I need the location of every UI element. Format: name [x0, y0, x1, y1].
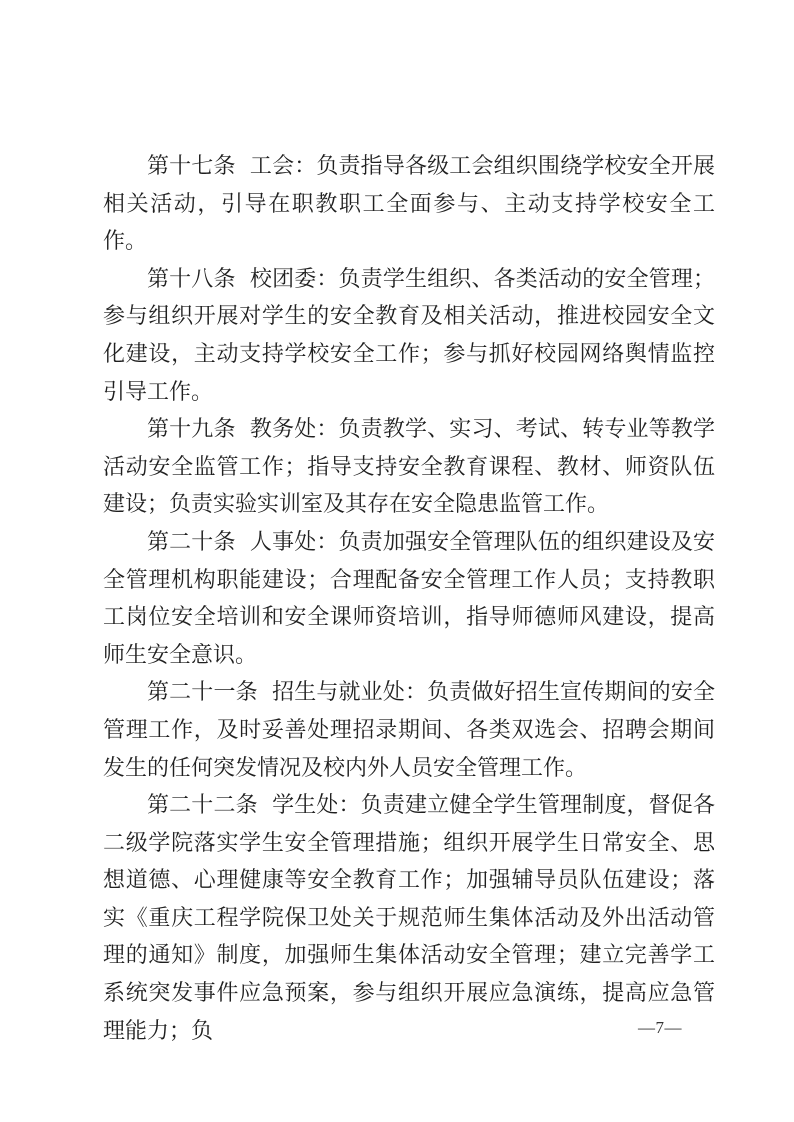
- article-text: 校团委：负责学生组织、各类活动的安全管理；参与组织开展对学生的安全教育及相关活动，推进校园安全文化建设，主动支持学校安全工作；参与抓好校园网络舆情监控引导工作。: [103, 265, 715, 404]
- article-text: 教务处：负责教学、实习、考试、转专业等教学活动安全监管工作；指导支持安全教育课程、教材、师资队伍建设；负责实验实训室及其存在安全隐患监管工作。: [103, 416, 715, 517]
- article-text: 学生处：负责建立健全学生管理制度，督促各二级学院落实学生安全管理措施；组织开展学生日常安全、思想道德、心理健康等安全教育工作；加强辅导员队伍建设；落实《重庆工程学院保卫处关于规范师生集体活动及外出活动管理的通知》制度，加强师生集体活动安全管理；建立完善学工系统突发事件应急预案，参与组织开展应急演练，提高应急管理能力；负: [103, 792, 715, 1043]
- article-paragraph: [103, 786, 715, 1049]
- article-paragraph: [103, 147, 715, 260]
- article-number: 第十七条: [147, 153, 236, 178]
- article-text: 招生与就业处：负责做好招生宣传期间的安全管理工作，及时妥善处理招录期间、各类双选会、招聘会期间发生的任何突发情况及校内外人员安全管理工作。: [103, 679, 715, 780]
- article-text: 工会：负责指导各级工会组织围绕学校安全开展相关活动，引导在职教职工全面参与、主动支持学校安全工作。: [103, 153, 715, 254]
- article-number: 第二十二条: [147, 792, 258, 818]
- article-paragraph: [103, 260, 715, 410]
- article-paragraph: [103, 523, 715, 673]
- document-body: [103, 147, 715, 1049]
- article-text: 人事处：负责加强安全管理队伍的组织建设及安全管理机构职能建设；合理配备安全管理工作人员；支持教职工岗位安全培训和安全课师资培训，指导师德师风建设，提高师生安全意识。: [103, 528, 715, 667]
- article-number: 第二十一条: [147, 679, 258, 705]
- article-paragraph: [103, 410, 715, 523]
- article-number: 第二十条: [147, 528, 236, 554]
- article-paragraph: [103, 673, 715, 786]
- page-number: —7—: [638, 1018, 682, 1037]
- article-number: 第十八条: [147, 265, 236, 291]
- article-number: 第十九条: [147, 416, 236, 442]
